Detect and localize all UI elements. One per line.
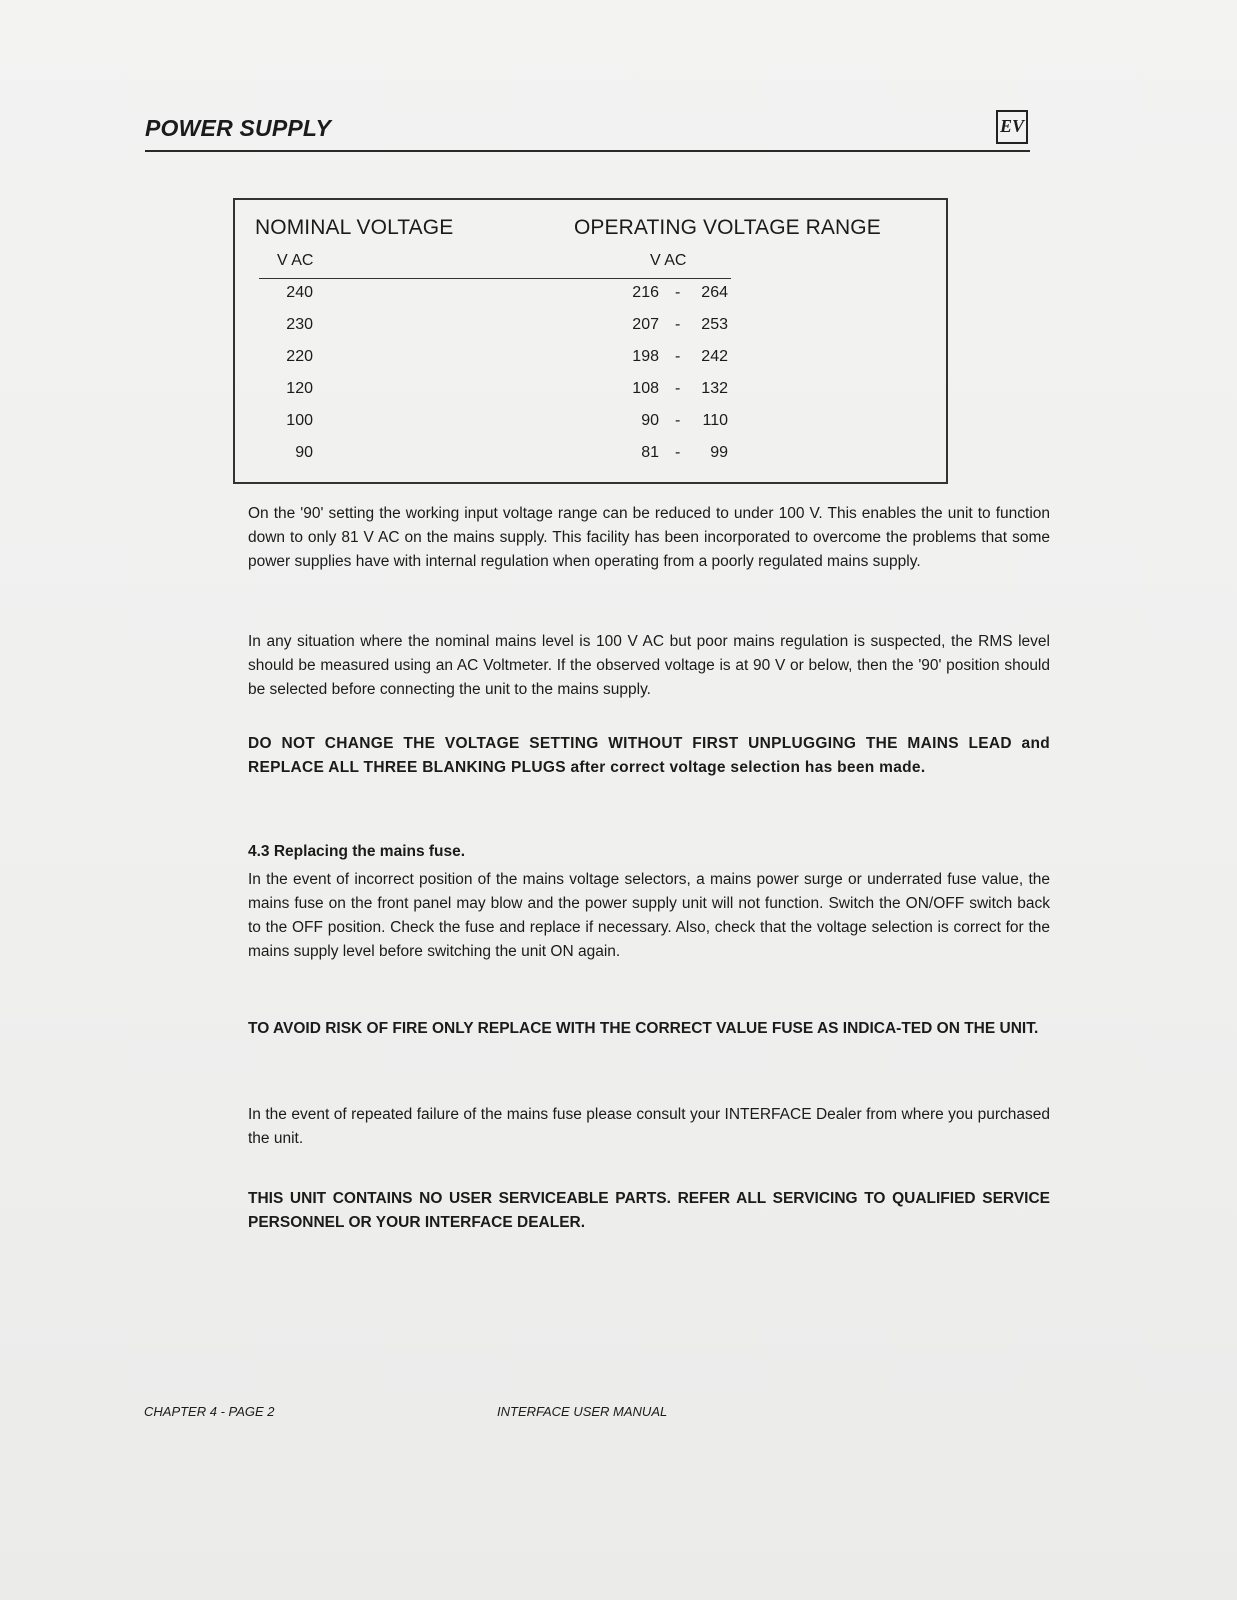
table-body	[235, 284, 946, 476]
range-low: 108	[632, 380, 659, 397]
range-dash: -	[675, 412, 681, 429]
range-high: 99	[710, 444, 728, 461]
range-low: 198	[632, 348, 659, 365]
ev-logo	[996, 110, 1028, 144]
warning-fire-risk: TO AVOID RISK OF FIRE ONLY REPLACE WITH THE CORRECT VALUE FUSE AS INDICA-TED ON THE UNIT.	[248, 1020, 1039, 1037]
nominal-value: 220	[286, 348, 313, 365]
paragraph-90-setting: On the '90' setting the working input voltage range can be reduced to under 100 V. This enables the unit to function down to only 81 V AC on the mains supply. This facility has been incorporated to overcome the problems that some power supplies have with internal regulation when operating from a poorly regulated mains supply.	[248, 505, 1050, 570]
nominal-value: 120	[286, 380, 313, 397]
warning-no-user-parts: THIS UNIT CONTAINS NO USER SERVICEABLE PARTS. REFER ALL SERVICING TO QUALIFIED SERVICE PERSONNEL OR YOUR INTERFACE DEALER.	[248, 1190, 1050, 1231]
section-heading: 4.3 Replacing the mains fuse.	[248, 843, 466, 860]
range-high: 242	[701, 348, 728, 365]
range-dash: -	[675, 316, 681, 333]
nominal-value: 90	[295, 444, 313, 461]
table-row	[235, 444, 946, 476]
warning-voltage-setting: DO NOT CHANGE THE VOLTAGE SETTING WITHOUT FIRST UNPLUGGING THE MAINS LEAD and REPLACE ALL THREE BLANKING PLUGS after correct voltage selection has been made.	[248, 735, 1050, 776]
range-dash: -	[675, 348, 681, 365]
paragraph-fuse-replacement: In the event of incorrect position of the mains voltage selectors, a mains power surge or underrated fuse value, the mains fuse on the front panel may blow and the power supply unit will not function. Switch the ON/OFF switch back to the OFF position. Check the fuse and replace if necessary. Also, check that the voltage selection is correct for the mains supply level before switching the unit ON again.	[248, 871, 1050, 960]
table-row	[235, 284, 946, 316]
table-row	[235, 316, 946, 348]
footer-page-number: CHAPTER 4 - PAGE 2	[144, 1404, 275, 1419]
range-high: 110	[702, 412, 728, 429]
table-row	[235, 412, 946, 444]
logo-text: EV	[999, 116, 1024, 136]
range-high: 132	[701, 380, 728, 397]
table-divider	[259, 278, 731, 279]
range-low: 90	[641, 412, 659, 429]
nominal-value: 240	[286, 284, 313, 301]
paragraph-repeated-failure: In the event of repeated failure of the mains fuse please consult your INTERFACE Dealer from where you purchased the unit.	[248, 1106, 1050, 1147]
range-low: 216	[632, 284, 659, 301]
nominal-value: 100	[286, 412, 313, 429]
table-row	[235, 348, 946, 380]
range-low: 207	[632, 316, 659, 333]
column-header-operating: OPERATING VOLTAGE RANGE	[574, 216, 881, 239]
column-header-nominal: NOMINAL VOLTAGE	[255, 216, 454, 239]
range-dash: -	[675, 380, 681, 397]
paragraph-rms-measurement: In any situation where the nominal mains level is 100 V AC but poor mains regulation is suspected, the RMS level should be measured using an AC Voltmeter. If the observed voltage is at 90 V or below, then the '90' position should be selected before connecting the unit to the mains supply.	[248, 633, 1050, 698]
range-high: 253	[701, 316, 728, 333]
range-high: 264	[701, 284, 728, 301]
range-dash: -	[675, 284, 681, 301]
unit-label-operating: V AC	[650, 252, 687, 269]
page-title: POWER SUPPLY	[145, 115, 331, 141]
table-row	[235, 380, 946, 412]
footer-manual-title: INTERFACE USER MANUAL	[497, 1404, 668, 1419]
nominal-value: 230	[286, 316, 313, 333]
unit-label-nominal: V AC	[277, 252, 314, 269]
voltage-table	[233, 198, 948, 484]
range-dash: -	[675, 444, 681, 461]
page-header	[145, 110, 1030, 152]
range-low: 81	[641, 444, 659, 461]
